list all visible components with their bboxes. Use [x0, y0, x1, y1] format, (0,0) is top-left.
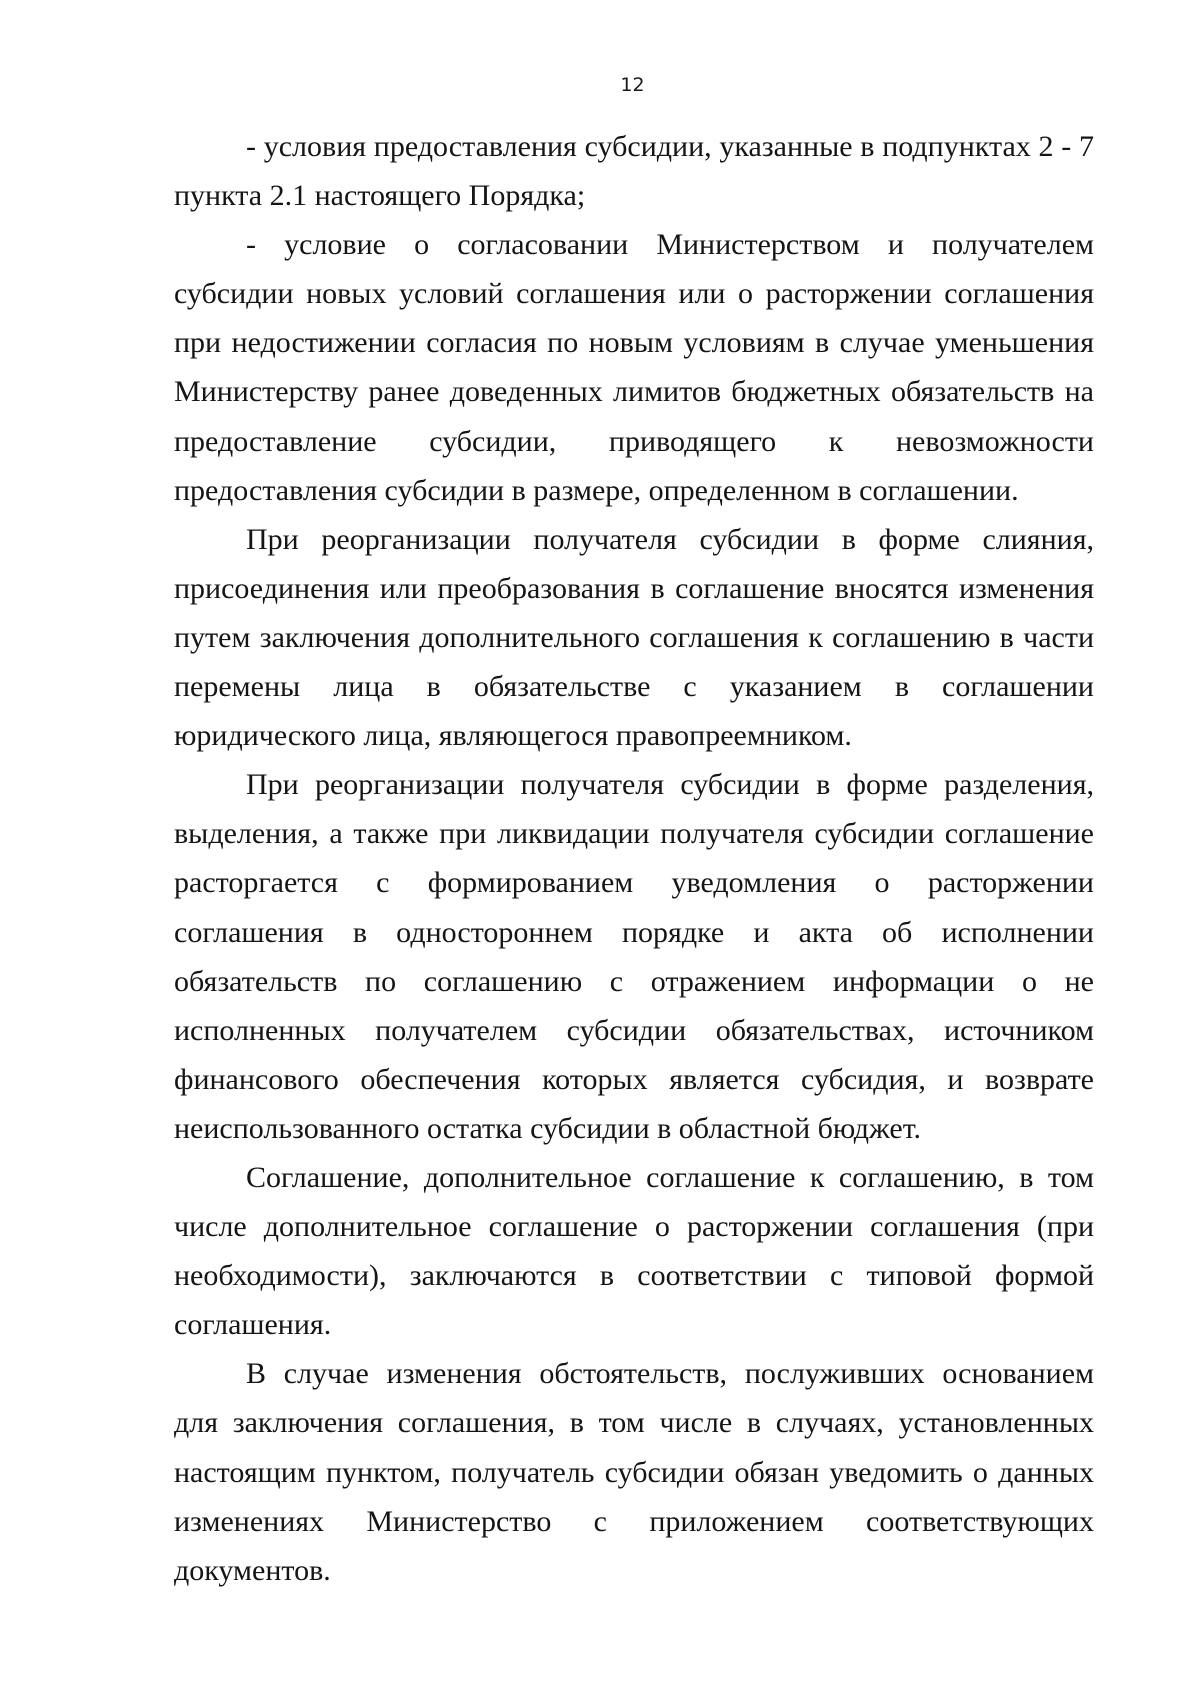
document-body [174, 122, 1094, 1595]
paragraph-subsidy-conditions: - условия предоставления субсидии, указанные в подпунктах 2 - 7 пункта 2.1 настоящего Порядка; [174, 130, 1094, 213]
paragraph-agreement-approval-condition: - условие о согласовании Министерством и получателем субсидии новых условий соглашения или о расторжении соглашения при недостижении согласия по новым условиям в случае уменьшения Министерству ранее доведенных лимитов бюджетных обязательств на предоставление субсидии, приводящего к невозможности предоставления субсидии в размере, определенном в соглашении. [174, 228, 1094, 507]
paragraph-reorganization-division: При реорганизации получателя субсидии в форме разделения, выделения, а также при ликвидации получателя субсидии соглашение расторгается с формированием уведомления о расторжении соглашения в одностороннем порядке и акта об исполнении обязательств по соглашению с отражением информации о не исполненных получателем субсидии обязательствах, источником финансового обеспечения которых является субсидия, и возврате неиспользованного остатка субсидии в областной бюджет. [174, 768, 1094, 1145]
paragraph-standard-form: Соглашение, дополнительное соглашение к соглашению, в том числе дополнительное соглашение о расторжении соглашения (при необходимости), заключаются в соответствии с типовой формой соглашения. [174, 1160, 1094, 1342]
paragraph-notification-duty: В случае изменения обстоятельств, послуживших основанием для заключения соглашения, в том числе в случаях, установленных настоящим пунктом, получатель субсидии обязан уведомить о данных изменениях Министерство с приложением соответствующих документов. [174, 1357, 1094, 1587]
page-number: 12 [620, 74, 645, 96]
paragraph-reorganization-merger: При реорганизации получателя субсидии в форме слияния, присоединения или преобразования в соглашение вносятся изменения путем заключения дополнительного соглашения к соглашению в части перемены лица в обязательстве с указанием в соглашении юридического лица, являющегося правопреемником. [174, 522, 1094, 753]
